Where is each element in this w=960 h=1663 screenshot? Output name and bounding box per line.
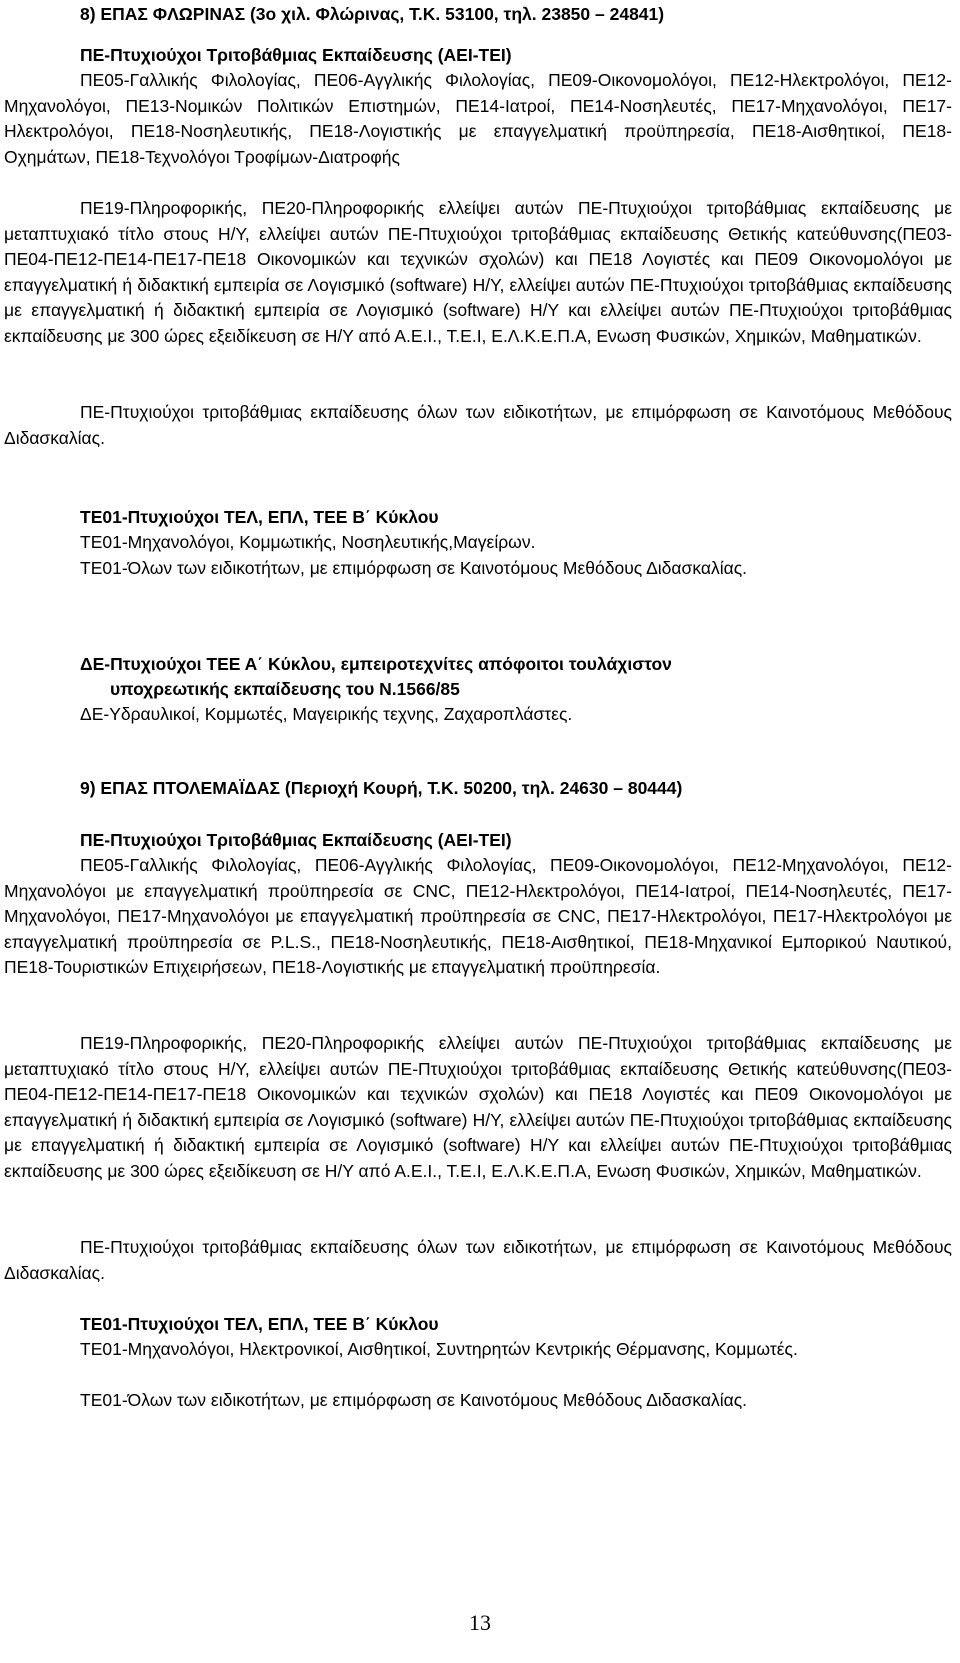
section-8-pe-all-paragraph: ΠΕ-Πτυχιούχοι τριτοβάθμιας εκπαίδευσης όλων των ειδικοτήτων, με επιμόρφωση σε Καινοτόμους Μεθόδους Διδασκαλίας. [4,402,952,448]
section-8-de-specialties: ΔΕ-Υδραυλικοί, Κομμωτές, Μαγειρικής τεχνης, Ζαχαροπλάστες. [80,704,573,724]
section-8-pe19-paragraph: ΠΕ19-Πληροφορικής, ΠΕ20-Πληροφορικής ελλείψει αυτών ΠΕ-Πτυχιούχοι τριτοβάθμιας εκπαίδευσης με μεταπτυχιακό τίτλο στους Η/Υ, ελλείψει αυτών ΠΕ-Πτυχιούχοι τριτοβάθμιας εκπαίδευσης Θετικής κατεύθυνσης(ΠΕ03-ΠΕ04-ΠΕ12-ΠΕ14-ΠΕ17-ΠΕ18 Οικονομικών και τεχνικών σχολών) και ΠΕ18 Λογιστές και ΠΕ09 Οικονομολόγοι με επαγγελματική ή διδακτική εμπειρία σε Λογισμικό (software) Η/Υ, ελλείψει αυτών ΠΕ-Πτυχιούχοι τριτοβάθμιας εκπαίδευσης με επαγγελματική ή διδακτική εμπειρία σε Λογισμικό (software) Η/Υ και ελλείψει αυτών ΠΕ-Πτυχιούχοι τριτοβάθμιας εκπαίδευσης με 300 ώρες εξειδίκευση σε Η/Υ από Α.Ε.Ι., Τ.Ε.Ι, Ε.Λ.Κ.Ε.Π.Α, Ενωση Φυσικών, Χημικών, Μαθηματικών. [4,198,952,346]
section-8-te-all-paragraph: ΤΕ01-Όλων των ειδικοτήτων, με επιμόρφωση σε Καινοτόμους Μεθόδους Διδασκαλίας. [80,558,748,578]
section-8-heading [80,2,664,28]
section-9-pe-title: ΠΕ-Πτυχιούχοι Τριτοβάθμιας Εκπαίδευσης (ΑΕΙ-ΤΕΙ) [80,830,512,850]
section-8-te-specialties: ΤΕ01-Μηχανολόγοι, Κομμωτικής, Νοσηλευτικής,Μαγείρων. [80,532,536,552]
section-8-de-title-line1: ΔΕ-Πτυχιούχοι ΤΕΕ Α΄ Κύκλου, εμπειροτεχνίτες απόφοιτοι τουλάχιστον [80,654,672,674]
section-9-te-title: ΤΕ01-Πτυχιούχοι ΤΕΛ, ΕΠΛ, ΤΕΕ Β΄ Κύκλου [80,1314,439,1334]
section-9-pe-specialties: ΠΕ05-Γαλλικής Φιλολογίας, ΠΕ06-Αγγλικής Φιλολογίας, ΠΕ09-Οικονομολόγοι, ΠΕ12-Μηχανολόγοι, ΠΕ12-Μηχανολόγοι με επαγγελματική προϋπηρεσία σε CNC, ΠΕ12-Ηλεκτρολόγοι, ΠΕ14-Ιατροί, ΠΕ14-Νοσηλευτές, ΠΕ17-Μηχανολόγοι, ΠΕ17-Μηχανολόγοι με επαγγελματική προϋπηρεσία σε CNC, ΠΕ17-Ηλεκτρολόγοι, ΠΕ17-Ηλεκτρολόγοι με επαγγελματική προϋπηρεσία σε P.L.S., ΠΕ18-Νοσηλευτικής, ΠΕ18-Αισθητικοί, ΠΕ18-Μηχανικοί Εμπορικού Ναυτικού, ΠΕ18-Τουριστικών Επιχειρήσεων, ΠΕ18-Λογιστικής με επαγγελματική προϋπηρεσία. [4,855,952,977]
section-9-te-specialties: ΤΕ01-Μηχανολόγοι, Ηλεκτρονικοί, Αισθητικοί, Συντηρητών Κεντρικής Θέρμανσης, Κομμωτές. [80,1339,798,1359]
section-9-te-all-paragraph: ΤΕ01-Όλων των ειδικοτήτων, με επιμόρφωση σε Καινοτόμους Μεθόδους Διδασκαλίας. [80,1390,748,1410]
section-8-te-title: ΤΕ01-Πτυχιούχοι ΤΕΛ, ΕΠΛ, ΤΕΕ Β΄ Κύκλου [80,507,439,527]
section-9-heading: 9) ΕΠΑΣ ΠΤΟΛΕΜΑΪΔΑΣ (Περιοχή Κουρή, Τ.Κ. 50200, τηλ. 24630 – 80444) [80,778,683,798]
section-8-pe-title: ΠΕ-Πτυχιούχοι Τριτοβάθμιας Εκπαίδευσης (ΑΕΙ-ΤΕΙ) [80,45,512,65]
section-9-pe-all-paragraph: ΠΕ-Πτυχιούχοι τριτοβάθμιας εκπαίδευσης όλων των ειδικοτήτων, με επιμόρφωση σε Καινοτόμους Μεθόδους Διδασκαλίας. [4,1237,952,1283]
section-8-heading-text: 8) ΕΠΑΣ ΦΛΩΡΙΝΑΣ (3ο χιλ. Φλώρινας, Τ.Κ. 53100, τηλ. 23850 – 24841) [80,4,665,24]
section-8-de-title-line2: υποχρεωτικής εκπαίδευσης του Ν.1566/85 [110,679,460,699]
page-number: 13 [469,1610,491,1635]
section-9-pe19-paragraph: ΠΕ19-Πληροφορικής, ΠΕ20-Πληροφορικής ελλείψει αυτών ΠΕ-Πτυχιούχοι τριτοβάθμιας εκπαίδευσης με μεταπτυχιακό τίτλο στους Η/Υ, ελλείψει αυτών ΠΕ-Πτυχιούχοι τριτοβάθμιας εκπαίδευσης Θετικής κατεύθυνσης(ΠΕ03-ΠΕ04-ΠΕ12-ΠΕ14-ΠΕ17-ΠΕ18 Οικονομικών και τεχνικών σχολών) και ΠΕ18 Λογιστές και ΠΕ09 Οικονομολόγοι με επαγγελματική ή διδακτική εμπειρία σε Λογισμικό (software) Η/Υ, ελλείψει αυτών ΠΕ-Πτυχιούχοι τριτοβάθμιας εκπαίδευσης με επαγγελματική ή διδακτική εμπειρία σε Λογισμικό (software) Η/Υ και ελλείψει αυτών ΠΕ-Πτυχιούχοι τριτοβάθμιας εκπαίδευσης με 300 ώρες εξειδίκευση σε Η/Υ από Α.Ε.Ι., Τ.Ε.Ι, Ε.Λ.Κ.Ε.Π.Α, Ενωση Φυσικών, Χημικών, Μαθηματικών. [4,1033,952,1181]
section-8-pe-specialties: ΠΕ05-Γαλλικής Φιλολογίας, ΠΕ06-Αγγλικής Φιλολογίας, ΠΕ09-Οικονομολόγοι, ΠΕ12-Ηλεκτρολόγοι, ΠΕ12-Μηχανολόγοι, ΠΕ13-Νομικών Πολιτικών Επιστημών, ΠΕ14-Ιατροί, ΠΕ14-Νοσηλευτές, ΠΕ17-Μηχανολόγοι, ΠΕ17-Ηλεκτρολόγοι, ΠΕ18-Νοσηλευτικής, ΠΕ18-Λογιστικής με επαγγελματική προϋπηρεσία, ΠΕ18-Αισθητικοί, ΠΕ18-Οχημάτων, ΠΕ18-Τεχνολόγοι Τροφίμων-Διατροφής [4,70,952,167]
